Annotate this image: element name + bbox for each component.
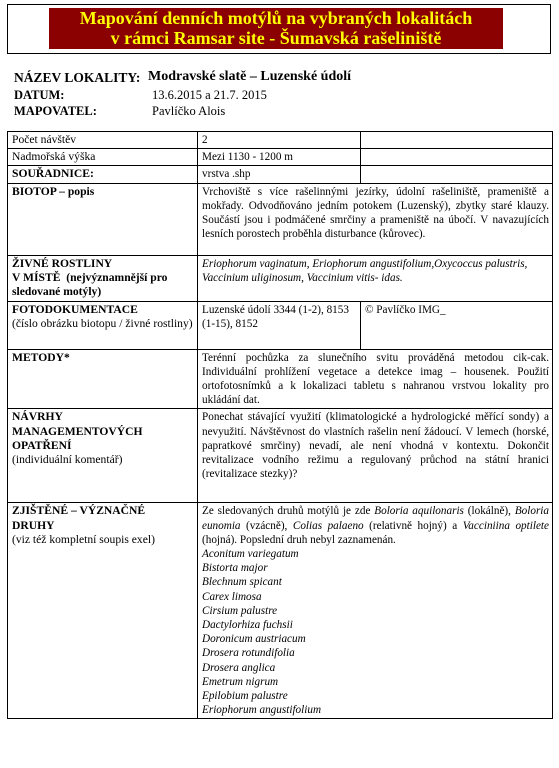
species-item: Dactylorhiza fuchsii	[202, 619, 293, 632]
management-label-2: MANAGEMENTOVÝCH	[12, 424, 143, 438]
title-banner	[7, 4, 551, 54]
visits-label: Počet návštěv	[8, 132, 198, 149]
species-item: Drosera rotundifolia	[202, 647, 295, 660]
visits-value: 2	[198, 132, 361, 149]
species-list	[202, 547, 549, 717]
photos-label: FOTODOKUMENTACE	[12, 302, 138, 316]
altitude-empty	[361, 149, 553, 166]
mapper-value: Pavlíčko Alois	[152, 104, 226, 118]
species-note: (viz též kompletní soupis exel)	[12, 532, 155, 546]
species-item: Bistorta major	[202, 562, 268, 575]
species-item: Carex limosa	[202, 590, 262, 603]
altitude-label: Nadmořská výška	[8, 149, 198, 166]
species-intro	[202, 504, 549, 547]
date-value: 13.6.2015 a 21.7. 2015	[152, 88, 267, 102]
title-banner-fill	[49, 8, 503, 49]
coordinates-empty	[361, 166, 553, 183]
biotope-label: BIOTOP – popis	[12, 184, 95, 198]
species-cell	[198, 503, 553, 719]
biotope-value: Vrchoviště s více rašelinnými jezírky, údolní rašeliniště, prameniště a mokřady. Odvodňováno jedním potokem (Luzenský), zbytky staré klauzy. Součástí jsou i podmáčené smrčiny a prameniště na úbočí. V navazujících lesních porostech proběhla disturbance (kůrovec).	[198, 183, 553, 255]
species-label-1: ZJIŠTĚNÉ – VÝZNAČNÉ	[12, 504, 146, 518]
species-item: Epilobium palustre	[202, 690, 288, 703]
species-name-4: Vacciniina optilete	[462, 519, 550, 532]
title-line-2: v rámci Ramsar site - Šumavská rašeliniště	[110, 28, 442, 48]
species-intro-text: (hojná). Popslední druh nebyl zaznamenán.	[202, 533, 396, 546]
table-row-host-plants	[8, 255, 553, 301]
table-row-biotope	[8, 183, 553, 255]
host-plants-note: (nejvýznamnější pro sledované motýly)	[12, 270, 168, 299]
species-label-2: DRUHY	[12, 518, 55, 532]
record-table	[7, 131, 553, 719]
table-row-visits	[8, 132, 553, 149]
species-intro-text: (lokálně),	[463, 505, 515, 518]
altitude-value: Mezi 1130 - 1200 m	[198, 149, 361, 166]
species-name-2: Boloria eunomia	[202, 505, 549, 532]
table-row-coordinates	[8, 166, 553, 183]
table-row-species	[8, 503, 553, 719]
locality-label: NÁZEV LOKALITY:	[14, 70, 141, 85]
visits-empty	[361, 132, 553, 149]
host-plants-value: Eriophorum vaginatum, Eriophorum angustifolium,Oxycoccus palustris, Vaccinium uliginosum, Vaccinium vitis- idas.	[198, 255, 553, 301]
mapper-label: MAPOVATEL:	[14, 104, 97, 118]
coordinates-value: vrstva .shp	[198, 166, 361, 183]
title-line-1: Mapování denních motýlů na vybraných lokalitách	[79, 8, 473, 28]
species-name-3: Colias palaeno	[292, 519, 364, 532]
photos-note: (číslo obrázku biotopu / živné rostliny)	[12, 316, 193, 330]
methods-label: METODY*	[12, 350, 70, 364]
species-intro-text: (relativně hojný) a	[363, 519, 463, 532]
species-item: Doronicum austriacum	[202, 633, 306, 646]
photos-value: Luzenské údolí 3344 (1-2), 8153 (1-15), 8152	[198, 301, 361, 349]
table-row-management	[8, 409, 553, 503]
coordinates-label: SOUŘADNICE:	[12, 167, 94, 181]
species-item: Cirsium palustre	[202, 604, 278, 617]
management-label-3: OPATŘENÍ	[12, 438, 72, 452]
management-label-1: NÁVRHY	[12, 410, 63, 424]
date-label: DATUM:	[14, 88, 65, 102]
species-item: Drosera anglica	[202, 661, 276, 674]
host-plants-label: ŽIVNÉ ROSTLINY	[12, 256, 113, 270]
species-name-1: Boloria aquilonaris	[374, 505, 464, 518]
table-row-photos	[8, 301, 553, 349]
host-plants-label-place: V MÍSTĚ	[12, 270, 61, 284]
locality-value: Modravské slatě – Luzenské údolí	[148, 69, 352, 84]
species-item: Blechnum spicant	[202, 576, 282, 589]
management-note: (individuální komentář)	[12, 453, 123, 467]
methods-value: Terénní pochůzka za slunečního svitu prováděná metodou cik-cak. Individuální prohlížení vegetace a detekce imag – housenek. Použití ortofotosnímků a k lokalizaci tabletu s nahranou vrstvou lokality pro ukládání dat.	[198, 349, 553, 409]
photos-copyright: © Pavlíčko IMG_	[361, 301, 553, 349]
table-row-methods	[8, 349, 553, 409]
species-item: Emetrum nigrum	[202, 675, 279, 688]
species-item: Aconitum variegatum	[202, 548, 299, 561]
species-intro-text: (vzácně),	[240, 519, 293, 532]
management-value: Ponechat stávající využití (klimatologické a hydrologické měřící sondy) a nevyužití. Návštěvnost do vlastních rašelin není žádoucí. V lemech (horské, papratkové smrčiny) nevadí, ale není vhodná v kontextu. Dokončit revitalizace vodního režimu a regulovaný průchod na státní hranici (revitalizace stezky)?	[198, 409, 553, 503]
species-intro-text: Ze sledovaných druhů motýlů je zde	[202, 505, 375, 518]
table-row-altitude	[8, 149, 553, 166]
species-item: Eriophorum angustifolium	[202, 704, 322, 717]
